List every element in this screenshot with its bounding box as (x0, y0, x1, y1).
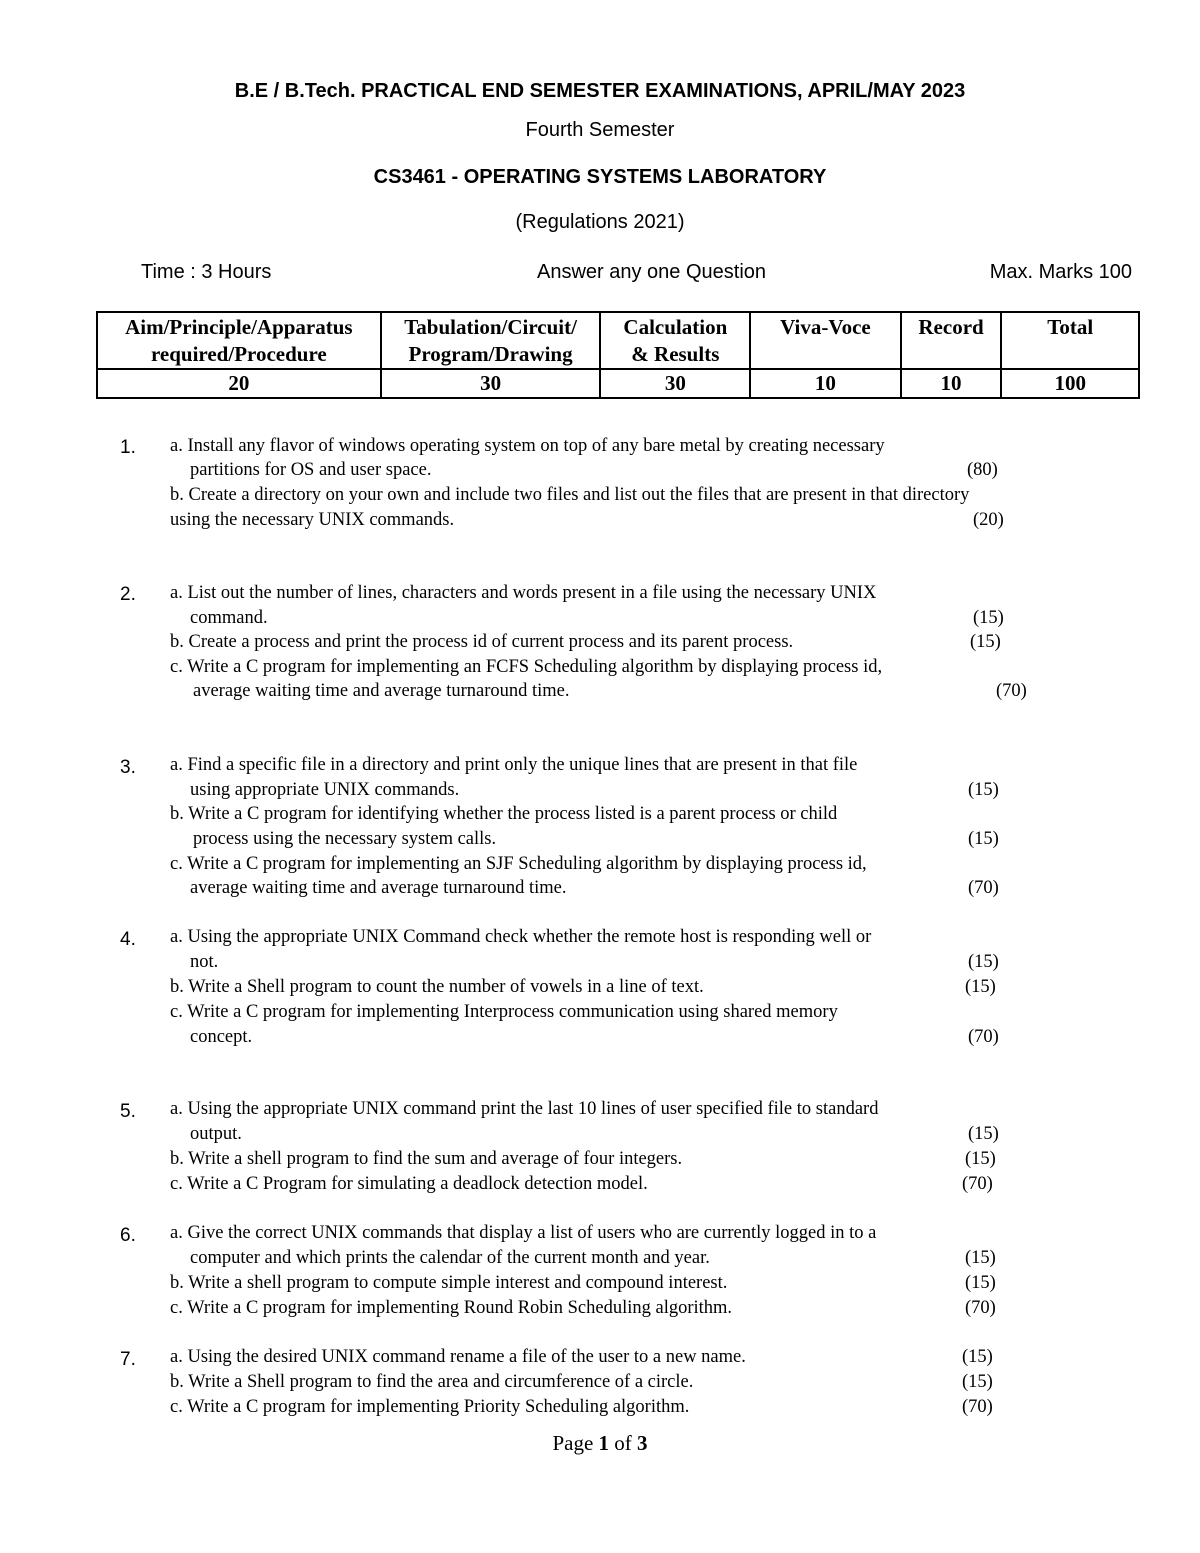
table-header-cell: Total (1001, 312, 1139, 369)
table-cell: 20 (97, 369, 381, 398)
question-marks: (15) (968, 829, 999, 849)
question-text: a. Using the appropriate UNIX command print the last 10 lines of user specified file to standard (170, 1099, 879, 1119)
question-text: b. Create a directory on your own and include two files and list out the files that are present in that directory (170, 485, 970, 505)
question-text: c. Write a C Program for simulating a deadlock detection model. (170, 1174, 648, 1194)
table-cell: 30 (600, 369, 750, 398)
question-text: using appropriate UNIX commands. (190, 780, 460, 800)
question-text: b. Write a C program for identifying whether the process listed is a parent process or child (170, 804, 838, 824)
table-header-cell: Tabulation/Circuit/ Program/Drawing (381, 312, 601, 369)
exam-instruction: Answer any one Question (537, 261, 767, 283)
table-header-cell: Aim/Principle/Apparatus required/Procedure (97, 312, 381, 369)
question-marks: (70) (962, 1397, 993, 1417)
question-marks: (70) (968, 878, 999, 898)
regulations-label: (Regulations 2021) (515, 211, 685, 233)
question-marks: (15) (968, 952, 999, 972)
question-number: 2. (120, 584, 136, 605)
question-text: not. (190, 952, 219, 972)
page-number (0, 1431, 1200, 1456)
question-marks: (15) (968, 780, 999, 800)
marks-distribution-table (96, 311, 1140, 399)
question-text: b. Write a Shell program to find the area and circumference of a circle. (170, 1372, 694, 1392)
question-number: 4. (120, 929, 136, 950)
question-text: b. Write a shell program to find the sum and average of four integers. (170, 1149, 683, 1169)
table-cell: 30 (381, 369, 601, 398)
table-cell: 100 (1001, 369, 1139, 398)
question-text: process using the necessary system calls. (193, 829, 497, 849)
question-text: a. Find a specific file in a directory and print only the unique lines that are present in that file (170, 755, 858, 775)
question-text: average waiting time and average turnaround time. (190, 878, 567, 898)
semester-label: Fourth Semester (525, 119, 675, 141)
question-marks: (15) (965, 977, 996, 997)
question-text: b. Write a Shell program to count the number of vowels in a line of text. (170, 977, 704, 997)
question-marks: (15) (970, 632, 1001, 652)
question-marks: (15) (965, 1273, 996, 1293)
question-text: command. (190, 608, 268, 628)
page-total: 3 (637, 1431, 648, 1455)
table-cell: 10 (750, 369, 900, 398)
question-marks: (15) (962, 1372, 993, 1392)
question-marks: (70) (962, 1174, 993, 1194)
question-text: c. Write a C program for implementing Round Robin Scheduling algorithm. (170, 1298, 733, 1318)
table-cell: 10 (901, 369, 1002, 398)
question-text: average waiting time and average turnaround time. (193, 681, 570, 701)
page-of-label: of (614, 1431, 632, 1455)
question-marks: (70) (996, 681, 1027, 701)
question-text: b. Write a shell program to compute simple interest and compound interest. (170, 1273, 728, 1293)
page-current: 1 (598, 1431, 610, 1455)
question-text: c. Write a C program for implementing Priority Scheduling algorithm. (170, 1397, 690, 1417)
question-text: b. Create a process and print the process id of current process and its parent process. (170, 632, 794, 652)
question-number: 5. (120, 1101, 136, 1122)
question-number: 3. (120, 757, 136, 778)
question-number: 7. (120, 1349, 136, 1370)
question-text: c. Write a C program for implementing an SJF Scheduling algorithm by displaying process id, (170, 854, 867, 874)
exam-duration: Time : 3 Hours (141, 261, 272, 283)
table-header-cell: Calculation & Results (600, 312, 750, 369)
question-text: a. Give the correct UNIX commands that display a list of users who are currently logged in to a (170, 1223, 877, 1243)
question-text: using the necessary UNIX commands. (170, 510, 455, 530)
question-text: c. Write a C program for implementing an FCFS Scheduling algorithm by displaying process id, (170, 657, 883, 677)
page-label: Page (552, 1431, 594, 1455)
question-marks: (20) (973, 510, 1004, 530)
table-header-cell: Record (901, 312, 1002, 369)
question-text: a. List out the number of lines, characters and words present in a file using the necessary UNIX (170, 583, 877, 603)
question-text: partitions for OS and user space. (190, 460, 432, 480)
course-title: CS3461 - OPERATING SYSTEMS LABORATORY (373, 166, 827, 188)
exam-title: B.E / B.Tech. PRACTICAL END SEMESTER EXAMINATIONS, APRIL/MAY 2023 (234, 80, 966, 102)
question-marks: (15) (965, 1248, 996, 1268)
table-header-cell: Viva-Voce (750, 312, 900, 369)
question-marks: (70) (965, 1298, 996, 1318)
question-text: a. Using the desired UNIX command rename a file of the user to a new name. (170, 1347, 746, 1367)
question-text: a. Using the appropriate UNIX Command check whether the remote host is responding well or (170, 927, 872, 947)
question-marks: (15) (973, 608, 1004, 628)
question-number: 6. (120, 1225, 136, 1246)
table-header-row (97, 312, 1139, 369)
question-text: output. (190, 1124, 242, 1144)
table-row (97, 369, 1139, 398)
question-number: 1. (120, 437, 136, 458)
question-marks: (80) (967, 460, 998, 480)
question-text: a. Install any flavor of windows operating system on top of any bare metal by creating necessary (170, 436, 885, 456)
question-marks: (15) (965, 1149, 996, 1169)
question-marks: (15) (962, 1347, 993, 1367)
question-text: concept. (190, 1027, 253, 1047)
question-text: c. Write a C program for implementing Interprocess communication using shared memory (170, 1002, 838, 1022)
question-marks: (15) (968, 1124, 999, 1144)
question-marks: (70) (968, 1027, 999, 1047)
question-text: computer and which prints the calendar of the current month and year. (190, 1248, 710, 1268)
max-marks: Max. Marks 100 (989, 261, 1132, 283)
